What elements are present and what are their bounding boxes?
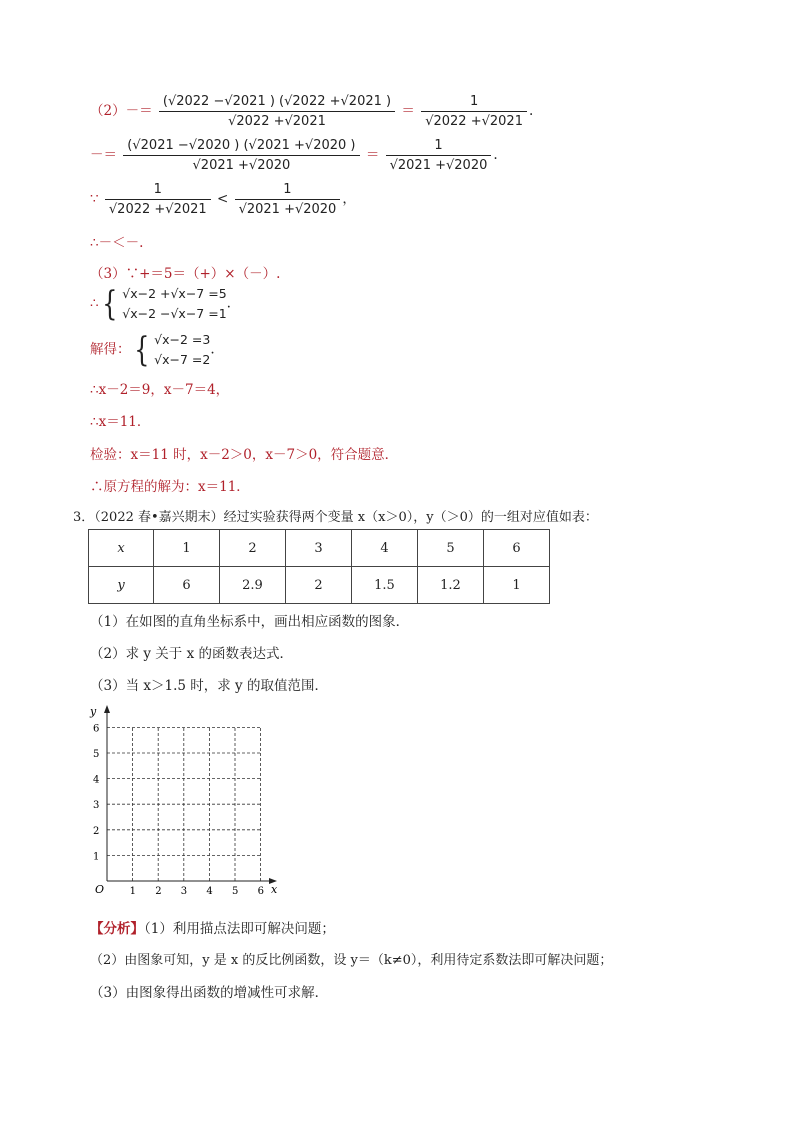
fraction-numerator: 1: [153, 182, 162, 197]
part3-line5: ∴x＝11．: [90, 414, 151, 430]
table-header-cell: x: [89, 530, 154, 567]
solve-label: 解得：: [90, 341, 131, 358]
fraction: [421, 94, 527, 129]
table-cell: 2: [286, 567, 352, 604]
fraction: [235, 182, 341, 217]
fraction-numerator: 1: [283, 182, 292, 197]
table-cell: 3: [286, 530, 352, 567]
table-cell: 5: [418, 530, 484, 567]
part2-line2: [90, 138, 498, 173]
analysis-text: （1）利用描点法即可解决问题；: [144, 921, 335, 937]
table-row-y: [89, 567, 550, 604]
origin-label: O: [95, 883, 105, 896]
left-brace: {: [101, 284, 117, 324]
equation-system: [122, 284, 226, 324]
fraction-numerator: 1: [469, 94, 479, 109]
table-header-cell: y: [89, 567, 154, 604]
part3-line4: ∴x－2＝9，x－7＝4，: [90, 382, 230, 398]
y-tick-labels: [93, 723, 99, 862]
x-tick-label: 3: [180, 886, 188, 897]
fraction-denominator: √2022 +√2021: [421, 111, 527, 129]
table-cell: 2.9: [220, 567, 286, 604]
equation: √x−2 =3: [154, 332, 211, 347]
table-cell: 1: [484, 567, 550, 604]
equals-sign: ＝: [401, 103, 415, 119]
x-tick-label: 6: [257, 886, 264, 897]
fraction: [123, 138, 359, 173]
less-than-sign: <: [216, 191, 229, 207]
x-tick-labels: [130, 886, 264, 897]
y-axis-arrow: [104, 705, 110, 713]
analysis-1: [90, 917, 335, 937]
value-table: [88, 529, 550, 604]
part3-check: 检验：x＝11 时，x－2＞0，x－7＞0，符合题意．: [90, 447, 399, 463]
x-axis-label: x: [271, 883, 278, 896]
table-cell: 6: [484, 530, 550, 567]
fraction-denominator: √2021 +√2020: [386, 155, 492, 173]
x-tick-label: 2: [155, 886, 162, 897]
y-tick-label: 5: [93, 749, 100, 760]
therefore-symbol: ∴: [90, 295, 99, 312]
y-tick-label: 6: [93, 723, 100, 735]
table-cell: 4: [352, 530, 418, 567]
table-cell: 1.2: [418, 567, 484, 604]
equals-sign: ＝: [365, 147, 380, 163]
question-3: （3）当 x＞1.5 时，求 y 的取值范围．: [90, 678, 328, 694]
fraction: [386, 138, 492, 173]
equation: √x−2 +√x−7 =5: [122, 286, 227, 301]
part3-system2: 解得：{ √x−2 =3 √x−7 =2.: [90, 330, 215, 370]
fraction-numerator: (√2021 −√2020 ) (√2021 +√2020 ): [127, 138, 356, 153]
question-2: （2）求 y 关于 x 的函数表达式．: [90, 646, 293, 662]
table-cell: 1.5: [352, 567, 418, 604]
fraction-numerator: (√2022 −√2021 ) (√2022 +√2021 ): [162, 94, 392, 109]
y-tick-label: 2: [93, 825, 100, 837]
comma: ，: [342, 191, 356, 207]
table-cell: 2: [220, 530, 286, 567]
because-symbol: ∵: [90, 191, 99, 207]
period: .: [493, 147, 498, 163]
analysis-3: （3）由图象得出函数的增减性可求解．: [90, 985, 329, 1001]
fraction: [159, 94, 395, 129]
expr-prefix: －＝: [125, 103, 153, 119]
coordinate-grid: [85, 700, 285, 900]
question-1: （1）在如图的直角坐标系中，画出相应函数的图象．: [90, 614, 410, 630]
part3-line1: （3）∵+＝5＝（+）×（－）.: [90, 266, 281, 282]
fraction: [105, 182, 211, 217]
period: .: [528, 103, 534, 119]
x-tick-label: 5: [232, 886, 239, 897]
problem-stem: 3．（2022 春•嘉兴期末）经过实验获得两个变量 x（x＞0），y（＞0）的一组对应值如表：: [73, 510, 598, 525]
y-axis-label: y: [90, 705, 97, 718]
table-cell: 1: [154, 530, 220, 567]
part-label: （2）: [90, 103, 126, 119]
fraction-denominator: √2021 +√2020: [235, 199, 341, 217]
fraction-denominator: √2022 +√2021: [105, 199, 211, 217]
fraction-denominator: √2021 +√2020: [123, 155, 359, 173]
part3-answer: ∴原方程的解为：x＝11．: [90, 479, 250, 495]
analysis-2: （2）由图象可知，y 是 x 的反比例函数，设 y＝（k≠0），利用待定系数法即可解决问题；: [90, 953, 613, 968]
part2-line1: [90, 94, 533, 129]
y-tick-label: 3: [93, 800, 100, 812]
equation: √x−7 =2: [154, 352, 211, 367]
x-tick-label: 4: [206, 886, 213, 897]
fraction-denominator: √2022 +√2021: [159, 111, 395, 129]
equation-system: [154, 330, 210, 370]
table-row-x: [89, 530, 550, 567]
y-tick-label: 1: [93, 851, 100, 863]
grid-lines: [107, 727, 261, 881]
part3-system1: ∴{ √x−2 +√x−7 =5 √x−2 −√x−7 =1.: [90, 284, 231, 324]
part2-comparison: [90, 182, 356, 217]
expr-prefix: －＝: [90, 147, 117, 163]
table-cell: 6: [154, 567, 220, 604]
equation: √x−2 −√x−7 =1: [122, 306, 227, 321]
part2-conclusion: ∴－＜－.: [90, 235, 144, 251]
y-tick-label: 4: [93, 774, 100, 786]
fraction-numerator: 1: [434, 138, 443, 153]
x-tick-label: 1: [129, 886, 136, 897]
left-brace: {: [133, 330, 149, 370]
analysis-tag: 【分析】: [90, 921, 144, 937]
